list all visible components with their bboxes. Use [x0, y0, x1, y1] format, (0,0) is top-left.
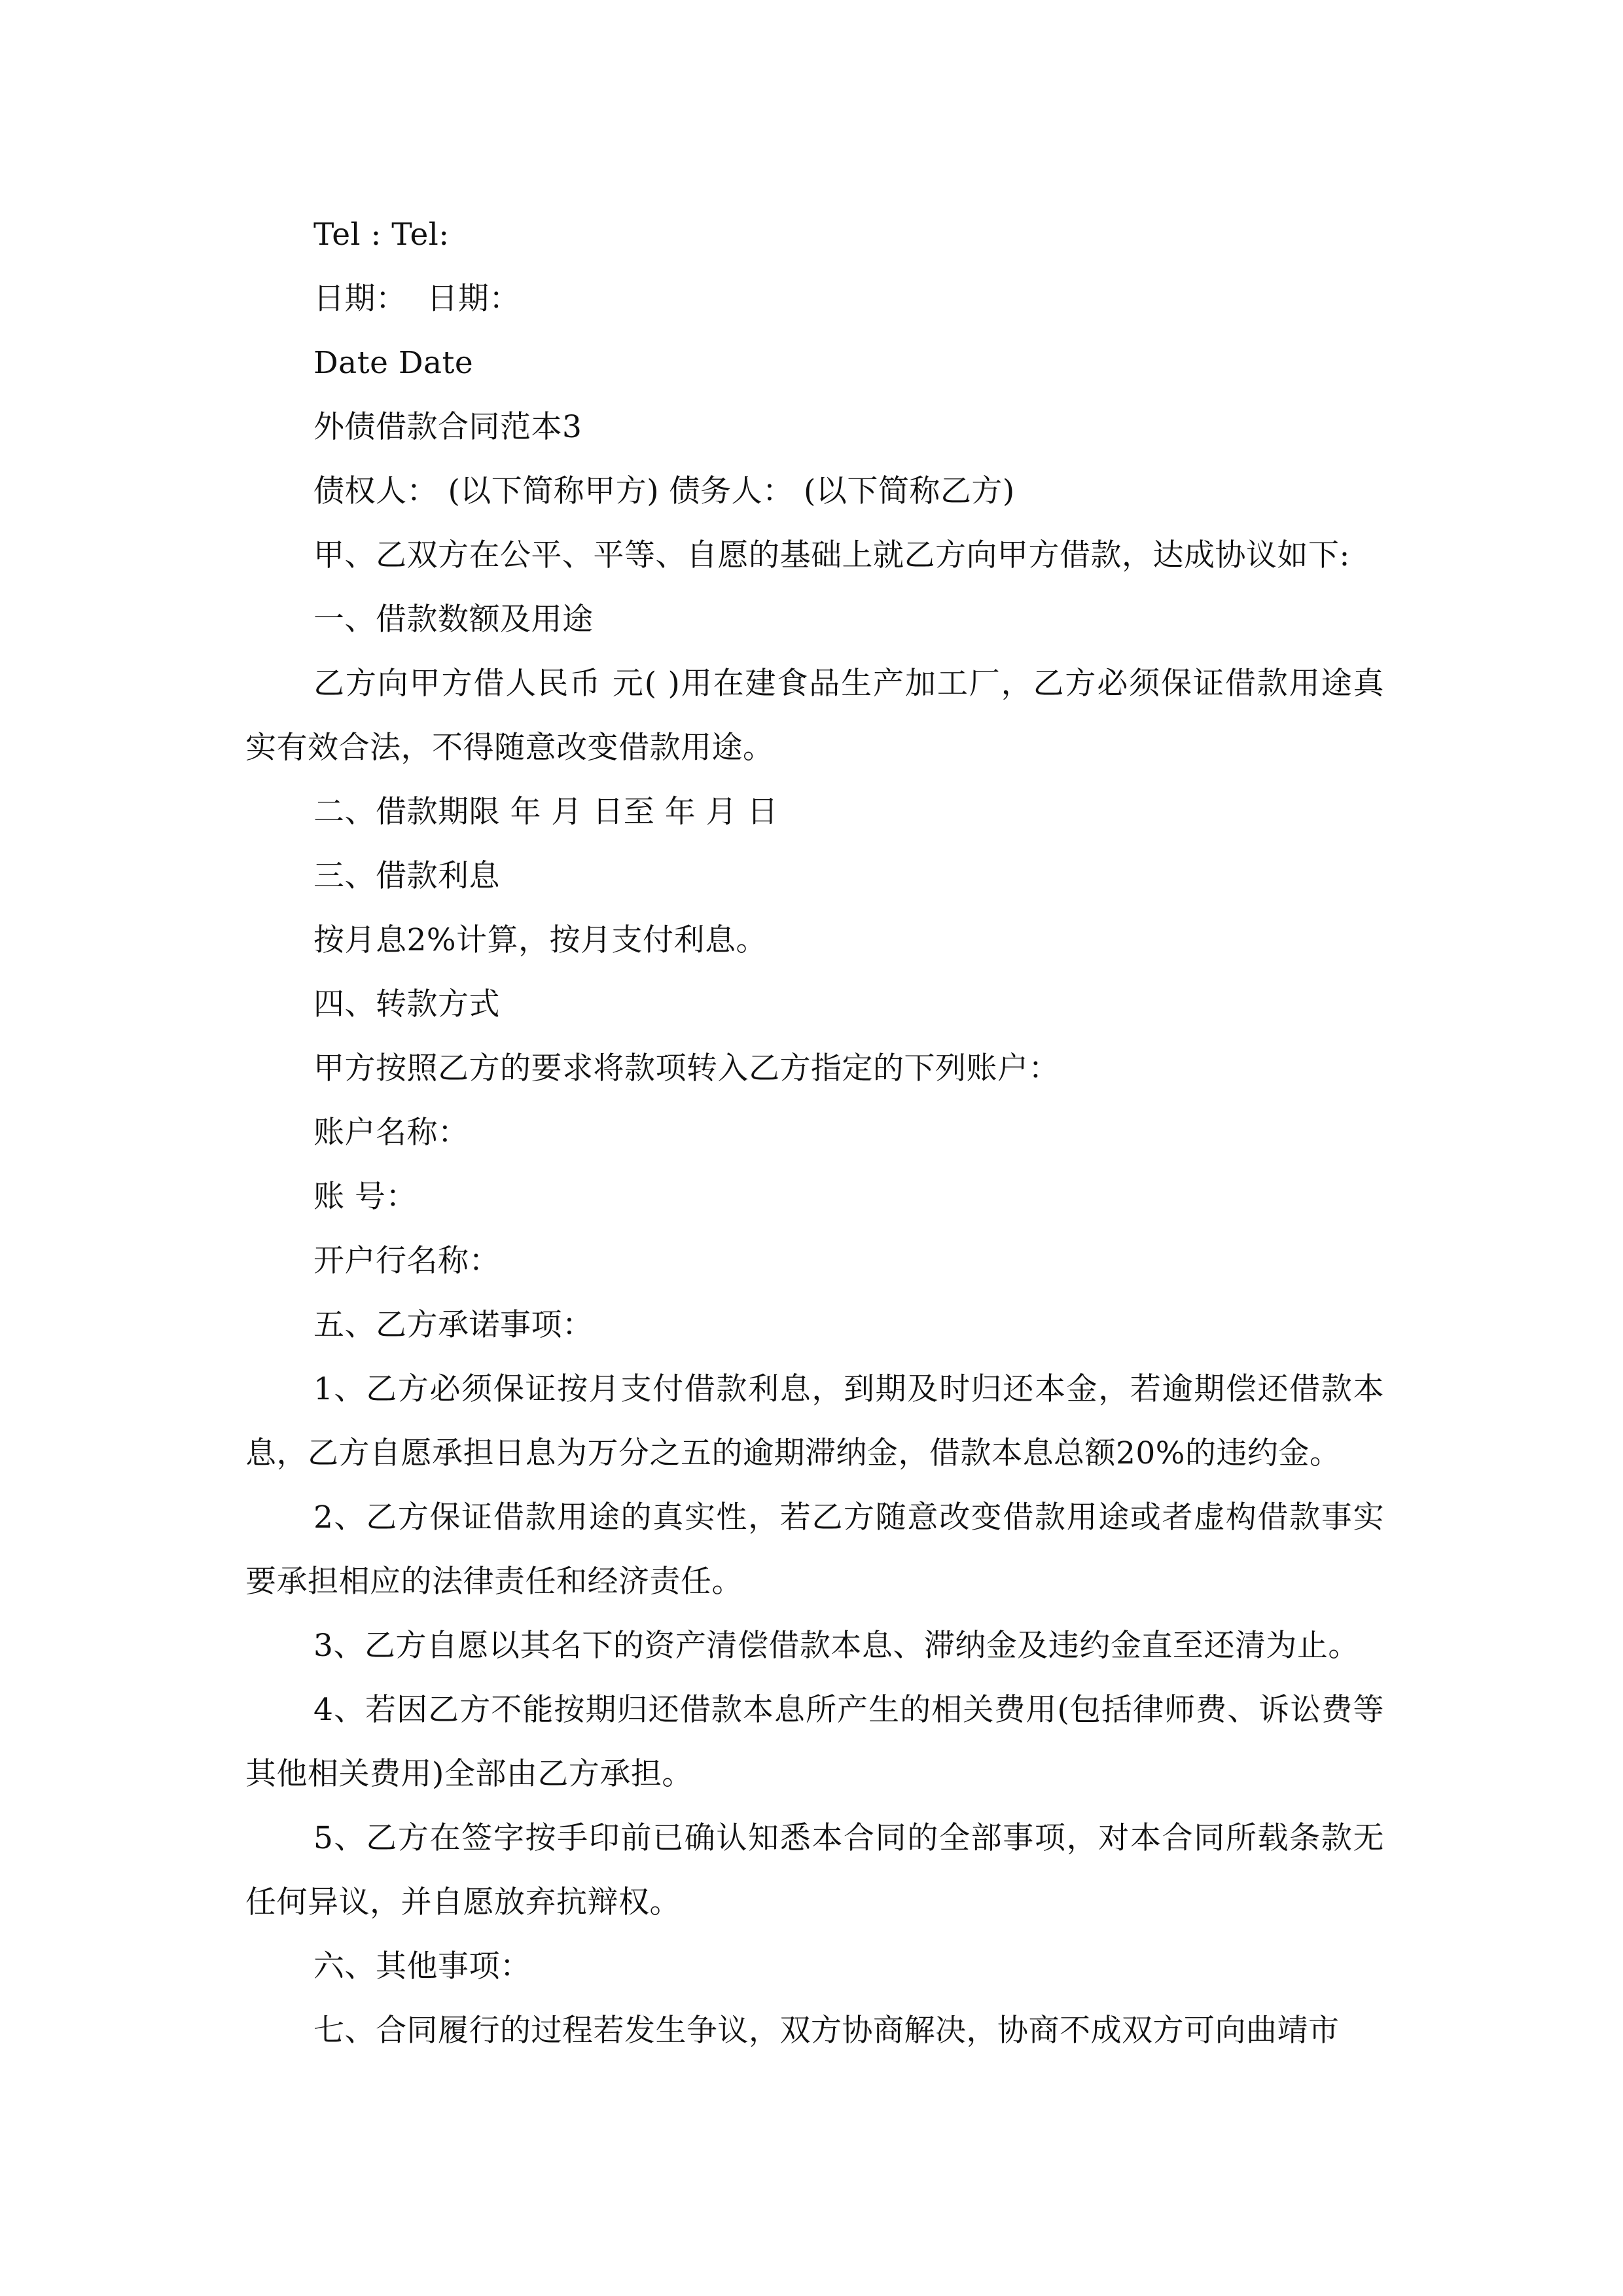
clause-5-4: 4、若因乙方不能按期归还借款本息所产生的相关费用(包括律师费、诉讼费等其他相关费用)全部由乙方承担。: [245, 1692, 1384, 1792]
section-heading-4: 四、转款方式: [313, 986, 500, 1022]
date-line-en: Date Date: [313, 345, 474, 381]
clause-5-3: 3、乙方自愿以其名下的资产清偿借款本息、滞纳金及违约金直至还清为止。: [313, 1628, 1359, 1664]
section-heading-5: 五、乙方承诺事项：: [313, 1307, 594, 1343]
section-heading-1: 一、借款数额及用途: [313, 601, 594, 637]
section-3-body: 按月息2%计算，按月支付利息。: [313, 922, 768, 958]
clause-5-5: 5、乙方在签字按手印前已确认知悉本合同的全部事项，对本合同所载条款无任何异议，并自愿放弃抗辩权。: [245, 1820, 1384, 1920]
section-1-body: 乙方向甲方借人民币 元( )用在建食品生产加工厂，乙方必须保证借款用途真实有效合法，不得随意改变借款用途。: [245, 666, 1384, 766]
section-7-body: 七、合同履行的过程若发生争议，双方协商解决，协商不成双方可向曲靖市: [313, 2013, 1340, 2049]
section-heading-2: 二、借款期限 年 月 日至 年 月 日: [313, 794, 779, 830]
contract-title: 外债借款合同范本3: [313, 409, 582, 445]
clause-5-1: 1、乙方必须保证按月支付借款利息，到期及时归还本金，若逾期偿还借款本息，乙方自愿承担日息为万分之五的逾期滞纳金，借款本息总额20%的违约金。: [245, 1371, 1384, 1471]
tel-line: Tel : Tel:: [313, 217, 450, 253]
date-line-cn: 日期： 日期：: [313, 281, 520, 317]
clause-5-2: 2、乙方保证借款用途的真实性，若乙方随意改变借款用途或者虚构借款事实要承担相应的法律责任和经济责任。: [245, 1499, 1384, 1600]
preamble: 甲、乙双方在公平、平等、自愿的基础上就乙方向甲方借款，达成协议如下:: [313, 537, 1350, 573]
section-4-body: 甲方按照乙方的要求将款项转入乙方指定的下列账户：: [313, 1050, 1060, 1086]
bank-name-field: 开户行名称：: [313, 1243, 500, 1279]
parties-line: 债权人： (以下简称甲方) 债务人： (以下简称乙方): [313, 473, 1015, 509]
account-name-field: 账户名称：: [313, 1115, 469, 1151]
section-heading-3: 三、借款利息: [313, 858, 500, 894]
section-heading-6: 六、其他事项：: [313, 1948, 531, 1984]
account-number-field: 账 号：: [313, 1179, 417, 1215]
document-body: [245, 203, 1384, 2063]
